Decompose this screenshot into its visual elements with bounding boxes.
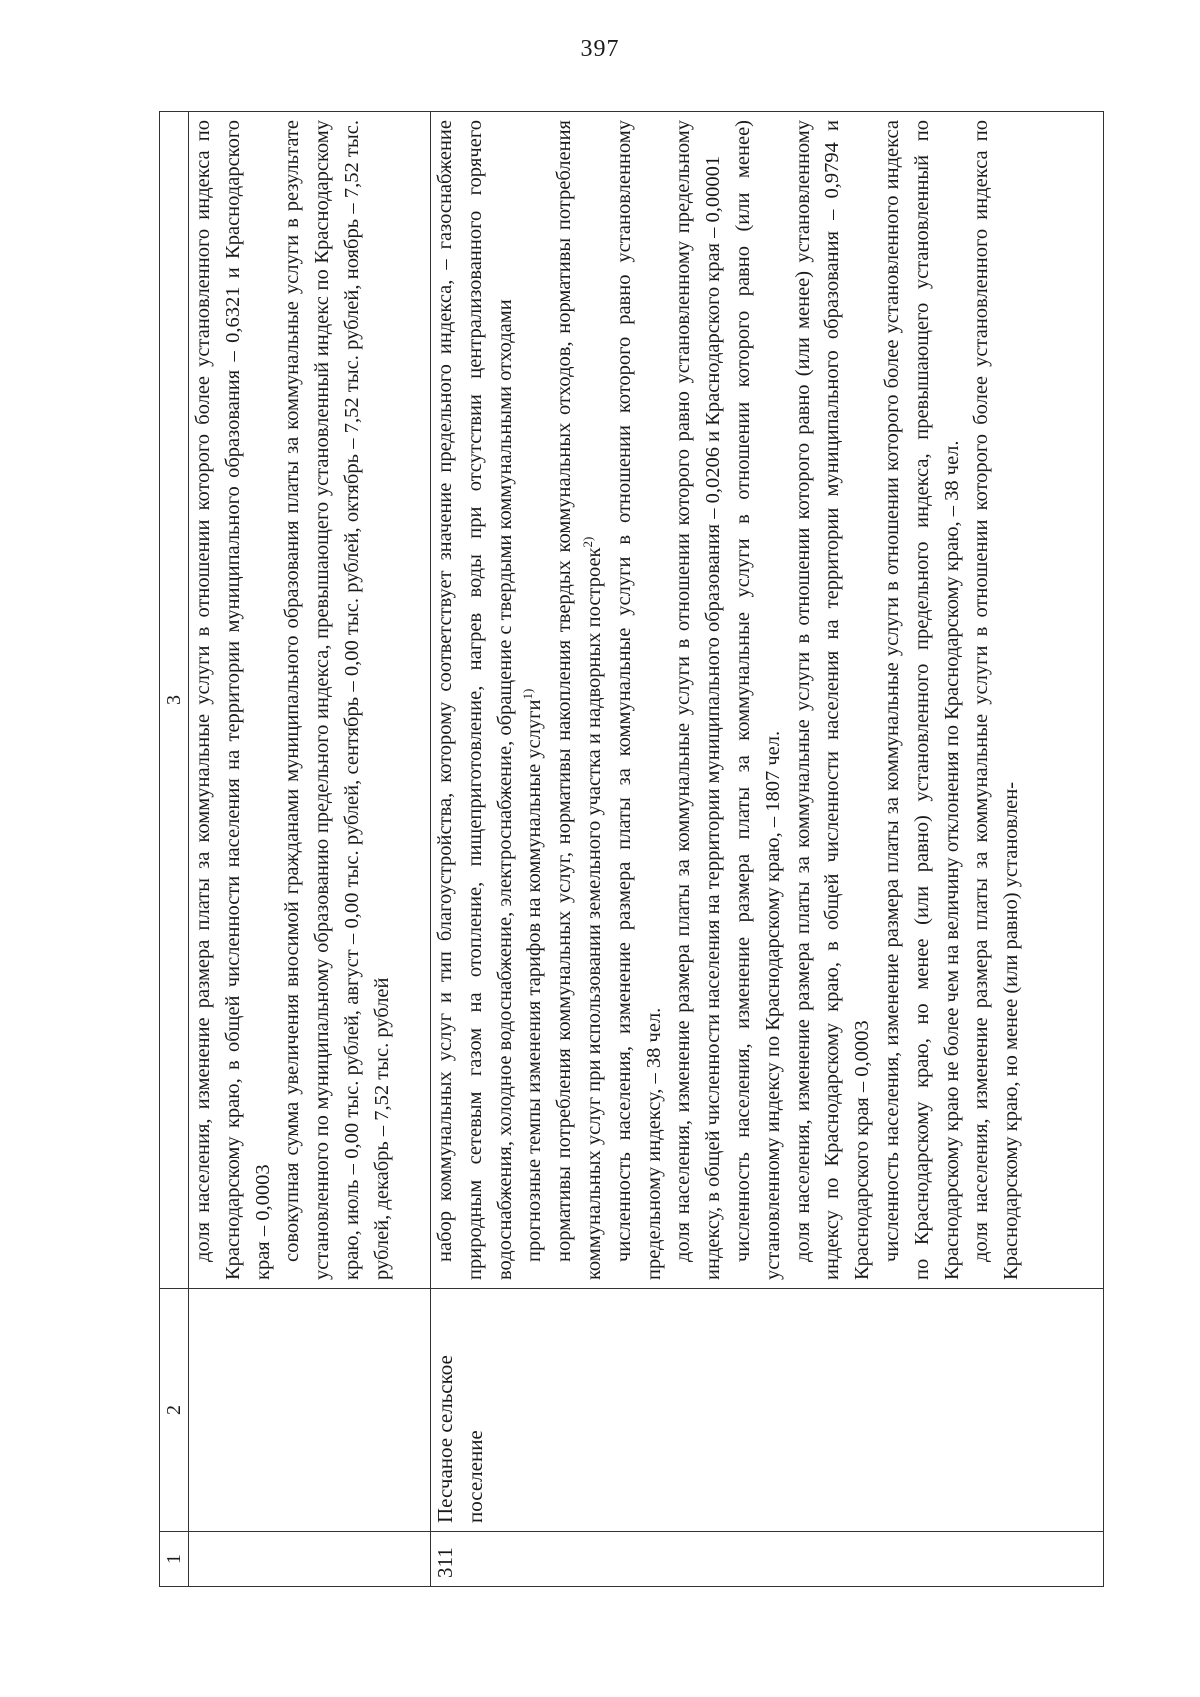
paragraph-text: прогнозные темпы изменения тарифов на коммунальные услуги (523, 699, 546, 1262)
table-header-row (160, 112, 189, 1587)
table-row (189, 112, 431, 1587)
paragraph (520, 120, 550, 1280)
paragraph: доля населения, изменение размера платы за коммунальные услуги в отношении которого равно (или менее) установленному индексу по Краснодарскому краю, в общей численности населения на территории муниципального образования – 0,9794 и Краснодарского края – 0,0003 (791, 120, 874, 1280)
footnote-ref: 1) (520, 688, 536, 700)
paragraph: численность населения, изменение размера платы за коммунальные услуги в отношении которого равно установленному предельному индексу, – 38 чел. (612, 120, 665, 1280)
paragraph: доля населения, изменение размера платы за коммунальные услуги в отношении которого более установленного индекса по Краснодарскому краю, но менее (или равно) установлен- (970, 120, 1023, 1280)
footnote-ref: 2) (580, 536, 596, 548)
tariff-table (159, 111, 1104, 1587)
header-col-2: 2 (160, 1289, 189, 1532)
page-number: 397 (580, 36, 620, 62)
row-description (431, 112, 1104, 1289)
header-col-1: 1 (160, 1532, 189, 1587)
paragraph-text: нормативы потребления коммунальных услуг, нормативы накопления твердых коммунальных отходов, нормативы потребления коммунальных услуг при использовании земельного участка и надворных построек (553, 120, 605, 1280)
paragraph: численность населения, изменение размера платы за коммунальные услуги в отношении которого более установленного индекса по Краснодарскому краю, но менее (или равно) установленного предельного индекса, превышающего установленный по Краснодарскому краю не более чем на величину отклонения по Краснодарскому краю, – 38 чел. (880, 120, 963, 1280)
settlement-name (189, 1289, 431, 1532)
paragraph: набор коммунальных услуг и тип благоустройства, которому соответствует значение предельного индекса, – газоснабжение природным сетевым газом на отопление, пищеприготовление, нагрев воды при отсутствии централизованного горячего водоснабжения, холодное водоснабжение, электроснабжение, обращение с твердыми коммунальными отходами (434, 120, 516, 1280)
settlement-name: Песчаное сельское поселение (431, 1289, 1104, 1532)
paragraph: доля населения, изменение размера платы за коммунальные услуги в отношении которого равно установленному предельному индексу, в общей численности населения на территории муниципального образования – 0,0206 и Краснодарского края – 0,00001 (672, 120, 725, 1280)
paragraph: численность населения, изменение размера платы за коммунальные услуги в отношении которого равно (или менее) установленному индексу по Краснодарскому краю, – 1807 чел. (731, 120, 784, 1280)
rotated-table-sheet (159, 112, 1104, 1587)
row-number (189, 1532, 431, 1587)
paragraph: доля населения, изменение размера платы за коммунальные услуги в отношении которого более установленного индекса по Краснодарскому краю, в общей численности населения на территории муниципального образования – 0,6321 и Краснодарского края – 0,0003 (192, 120, 274, 1280)
row-number: 311 (431, 1532, 1104, 1587)
table-row (431, 112, 1104, 1587)
paragraph (550, 120, 610, 1280)
row-description (189, 112, 431, 1289)
header-col-3: 3 (160, 112, 189, 1289)
paragraph: совокупная сумма увеличения вносимой гражданами муниципального образования платы за коммунальные услуги в результате установленного по муниципальному образованию предельного индекса, превышающего установленный индекс по Краснодарскому краю, июль – 0,00 тыс. рублей, август – 0,00 тыс. рублей, сентябрь – 0,00 тыс. рублей, октябрь – 7,52 тыс. рублей, ноябрь – 7,52 тыс. рублей, декабрь – 7,52 тыс. рублей (281, 120, 393, 1280)
